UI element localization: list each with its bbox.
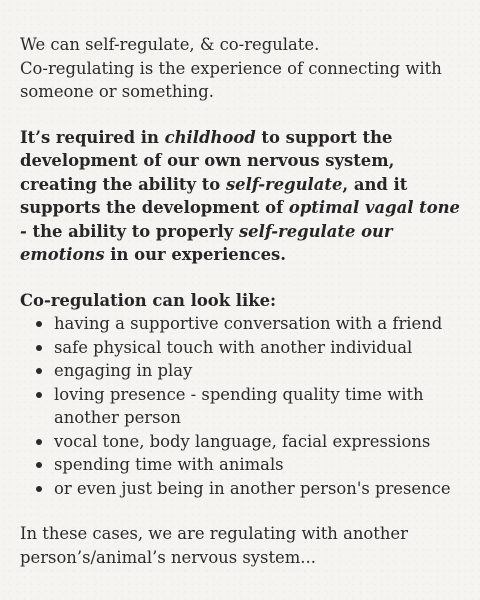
list-item: loving presence - spending quality time with another person: [34, 383, 472, 430]
spacer: [20, 267, 472, 289]
emphasis-self-regulate: self-regulate: [225, 174, 343, 194]
list-item: or even just being in another person's presence: [34, 477, 472, 501]
emphasis-emotions: self-regulate our emotions: [20, 221, 393, 264]
intro-line-1: We can self-regulate, & co-regulate.: [20, 35, 320, 54]
spacer: [20, 500, 472, 522]
paragraph-text: to support the development of our own nervous system, creating the ability to: [20, 127, 395, 194]
document-page: [20, 33, 472, 569]
list-item: having a supportive conversation with a friend: [34, 312, 472, 336]
emphasis-childhood: childhood: [164, 127, 256, 147]
list-heading: Co-regulation can look like:: [20, 290, 277, 310]
paragraph-text: the ability to properly: [26, 221, 239, 241]
emphasis-vagal-tone: optimal vagal tone -: [20, 198, 460, 241]
co-regulation-list: [20, 312, 472, 500]
list-item: spending time with animals: [34, 453, 472, 477]
list-item: safe physical touch with another individual: [34, 336, 472, 360]
paragraph-text: in our experiences.: [104, 245, 286, 264]
intro-line-2: Co-regulating is the experience of connecting with someone or something.: [20, 58, 442, 101]
paragraph-text: , and it supports the development of: [20, 174, 408, 217]
intro-paragraph: [20, 33, 472, 104]
spacer: [20, 104, 472, 126]
list-item: vocal tone, body language, facial expressions: [34, 430, 472, 454]
childhood-paragraph: [20, 126, 472, 267]
list-item: engaging in play: [34, 359, 472, 383]
closing-paragraph: In these cases, we are regulating with another person’s/animal’s nervous system...: [20, 524, 408, 567]
paragraph-text: It’s required in: [20, 127, 165, 147]
